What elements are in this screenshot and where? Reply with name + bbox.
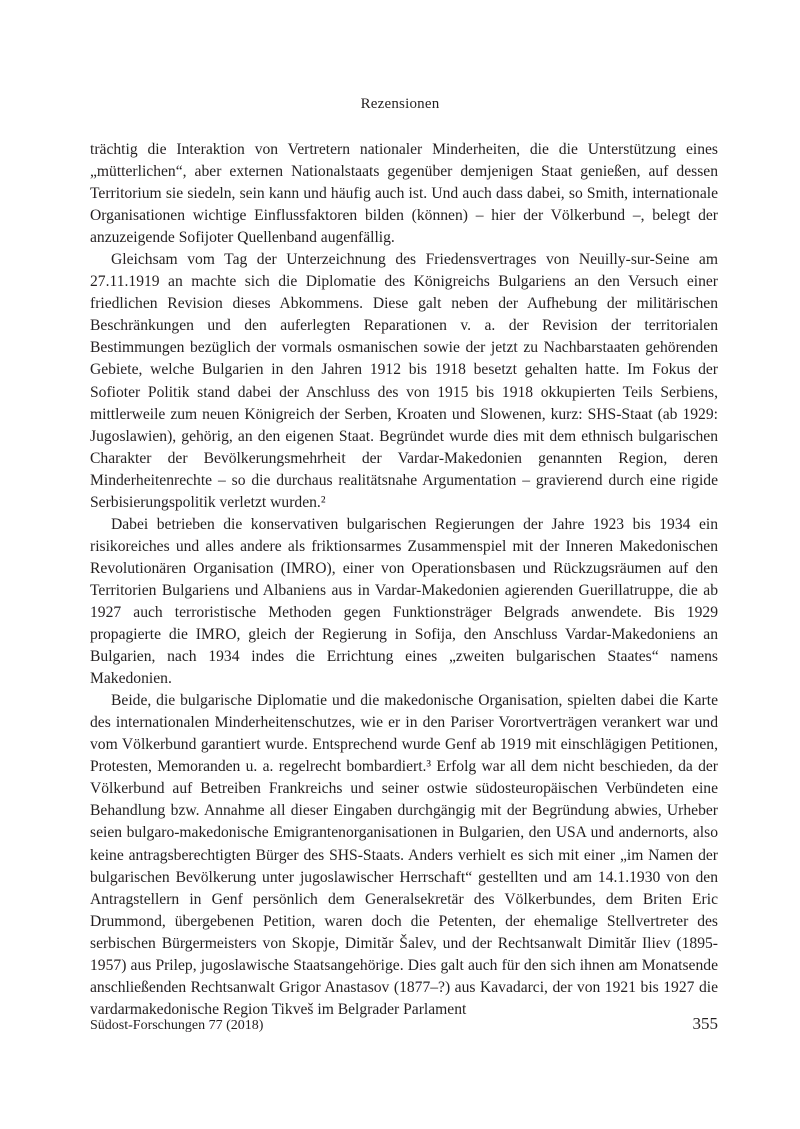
paragraph: Beide, die bulgarische Diplomatie und die makedonische Organisation, spielten dabei die Karte des internationalen Minderheitenschutzes, wie er in den Pariser Vorortverträgen verankert war und vom Völkerbund garantiert wurde. Entsprechend wurde Genf ab 1919 mit einschlägigen Petitionen, Protesten, Memoranden u. a. regelrecht bombardiert.³ Erfolg war all dem nicht beschieden, da der Völkerbund auf Betreiben Frankreichs und seiner ostwie südosteuropäischen Verbündeten eine Behandlung bzw. Annahme all dieser Eingaben durchgängig mit der Begründung abwies, Urheber seien bulgaro-makedonische Emigrantenorganisationen in Bulgarien, den USA und andernorts, also keine antragsberechtigten Bürger des SHS-Staats. Anders verhielt es sich mit einer „im Namen der bulgarischen Bevölkerung unter jugoslawischer Herrschaft“ gestellten und am 14.1.1930 von den Antragstellern in Genf persönlich dem Generalsekretär des Völkerbundes, dem Briten Eric Drummond, übergebenen Petition, waren doch die Petenten, der ehemalige Stellvertreter des serbischen Bürgermeisters von Skopje, Dimităr Šalev, und der Rechtsanwalt Dimităr Iliev (1895-1957) aus Prilep, jugoslawische Staatsangehörige. Dies galt auch für den sich ihnen am Monatsende anschließenden Rechtsanwalt Grigor Anastasov (1877–?) aus Kavadarci, der von 1921 bis 1927 die vardarmakedonische Region Tikveš im Belgrader Parlament [90, 692, 718, 1018]
paragraph: Gleichsam vom Tag der Unterzeichnung des Friedensvertrages von Neuilly-sur-Seine am 27.11.1919 an machte sich die Diplomatie des Königreichs Bulgariens an den Versuch einer friedlichen Revision dieses Abkommens. Diese galt neben der Aufhebung der militärischen Beschränkungen und den auferlegten Reparationen v. a. der Revision der territorialen Bestimmungen bezüglich der vormals osmanischen sowie der jetzt zu Nachbarstaaten gehörenden Gebiete, welche Bulgarien in den Jahren 1912 bis 1918 besetzt gehalten hatte. Im Fokus der Sofioter Politik stand dabei der Anschluss des von 1915 bis 1918 okkupierten Teils Serbiens, mittlerweile zum neuen Königreich der Serben, Kroaten und Slowenen, kurz: SHS-Staat (ab 1929: Jugoslawien), gehörig, an den eigenen Staat. Begründet wurde dies mit dem ethnisch bulgarischen Charakter der Bevölkerungsmehrheit der Vardar-Makedonien genannten Region, deren Minderheitenrechte – so die durchaus realitätsnahe Argumentation – gravierend durch eine rigide Serbisierungspolitik verletzt wurden.² [90, 251, 718, 511]
paragraph: trächtig die Interaktion von Vertretern nationaler Minderheiten, die die Unterstützung eines „mütterlichen“, aber externen Nationalstaats gegenüber demjenigen Staat genießen, auf dessen Territorium sie siedeln, sein kann und häufig auch ist. Und auch dass dabei, so Smith, internationale Organisationen wichtige Einflussfaktoren bilden (können) – hier der Völkerbund –, belegt der anzuzeigende Sofijoter Quellenband augenfällig. [90, 141, 718, 247]
paragraph: Dabei betrieben die konservativen bulgarischen Regierungen der Jahre 1923 bis 1934 ein risikoreiches und alles andere als friktionsarmes Zusammenspiel mit der Inneren Makedonischen Revolutionären Organisation (IMRO), einer von Operationsbasen und Rückzugsräumen auf den Territorien Bulgariens und Albaniens aus in Vardar-Makedonien agierenden Guerillatruppe, die ab 1927 auch terroristische Methoden gegen Funktionsträger Belgrads anwendete. Bis 1929 propagierte die IMRO, gleich der Regierung in Sofija, den Anschluss Vardar-Makedoniens an Bulgarien, nach 1934 indes die Errichtung eines „zweiten bulgarischen Staates“ namens Makedonien. [90, 515, 718, 688]
page-number: 355 [692, 1014, 718, 1033]
page-footer [90, 1014, 718, 1038]
journal-citation: Südost-Forschungen 77 (2018) [90, 1018, 264, 1033]
running-header: Rezensionen [360, 96, 440, 112]
body-text [90, 139, 718, 1021]
